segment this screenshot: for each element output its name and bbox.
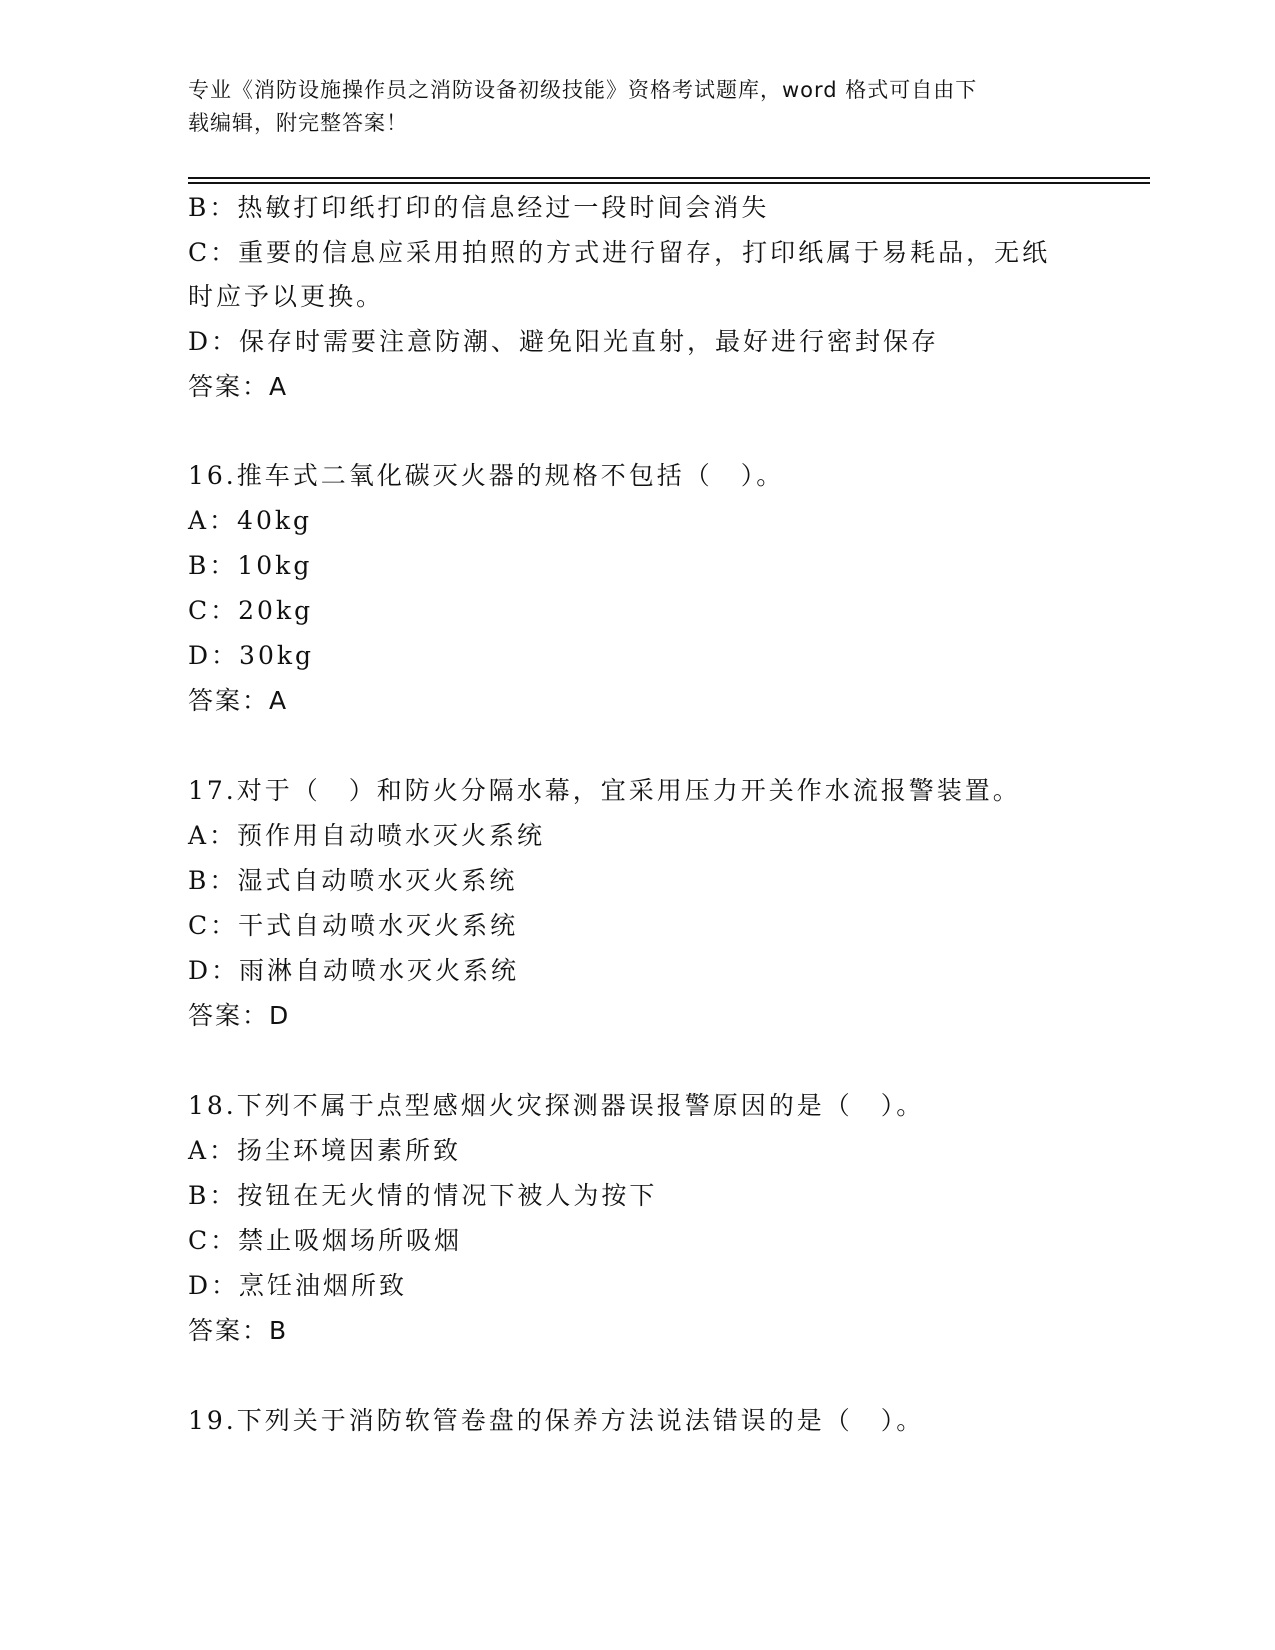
q18-option-d: D：烹饪油烟所致 bbox=[188, 1271, 408, 1300]
q16-option-c: C：20kg bbox=[188, 596, 314, 625]
q16-option-d: D：30kg bbox=[188, 641, 315, 670]
q18-answer: 答案：B bbox=[188, 1316, 289, 1345]
q17-option-c: C：干式自动喷水灭火系统 bbox=[188, 911, 519, 940]
q18-option-c: C：禁止吸烟场所吸烟 bbox=[188, 1226, 463, 1255]
q18-option-b: B：按钮在无火情的情况下被人为按下 bbox=[188, 1181, 658, 1210]
q19-question: 19.下列关于消防软管卷盘的保养方法说法错误的是（ ）。 bbox=[188, 1406, 925, 1435]
q15-option-b: B：热敏打印纸打印的信息经过一段时间会消失 bbox=[188, 193, 770, 222]
document-header bbox=[188, 74, 1088, 140]
q16-option-b: B：10kg bbox=[188, 551, 313, 580]
header-divider-top bbox=[188, 177, 1150, 179]
q18-question: 18.下列不属于点型感烟火灾探测器误报警原因的是（ ）。 bbox=[188, 1091, 925, 1120]
q16-answer: 答案：A bbox=[188, 686, 289, 715]
q15-answer: 答案：A bbox=[188, 372, 289, 401]
q16-question: 16.推车式二氧化碳灭火器的规格不包括（ ）。 bbox=[188, 461, 785, 490]
q15-option-c-line-2: 时应予以更换。 bbox=[188, 282, 385, 311]
q17-option-a: A：预作用自动喷水灭火系统 bbox=[188, 821, 546, 850]
q17-question: 17.对于（ ）和防火分隔水幕，宜采用压力开关作水流报警装置。 bbox=[188, 776, 1021, 805]
header-line-2: 载编辑，附完整答案！ bbox=[188, 111, 408, 135]
q15-option-d: D：保存时需要注意防潮、避免阳光直射，最好进行密封保存 bbox=[188, 327, 940, 356]
q17-option-b: B：湿式自动喷水灭火系统 bbox=[188, 866, 518, 895]
q15-option-c-line-1: C：重要的信息应采用拍照的方式进行留存，打印纸属于易耗品，无纸 bbox=[188, 238, 1051, 267]
q16-option-a: A：40kg bbox=[188, 506, 313, 535]
q17-answer: 答案：D bbox=[188, 1001, 291, 1030]
q18-option-a: A：扬尘环境因素所致 bbox=[188, 1136, 462, 1165]
q17-option-d: D：雨淋自动喷水灭火系统 bbox=[188, 956, 520, 985]
header-divider-bottom bbox=[188, 182, 1150, 184]
header-line-1: 专业《消防设施操作员之消防设备初级技能》资格考试题库，word 格式可自由下 bbox=[188, 78, 978, 102]
